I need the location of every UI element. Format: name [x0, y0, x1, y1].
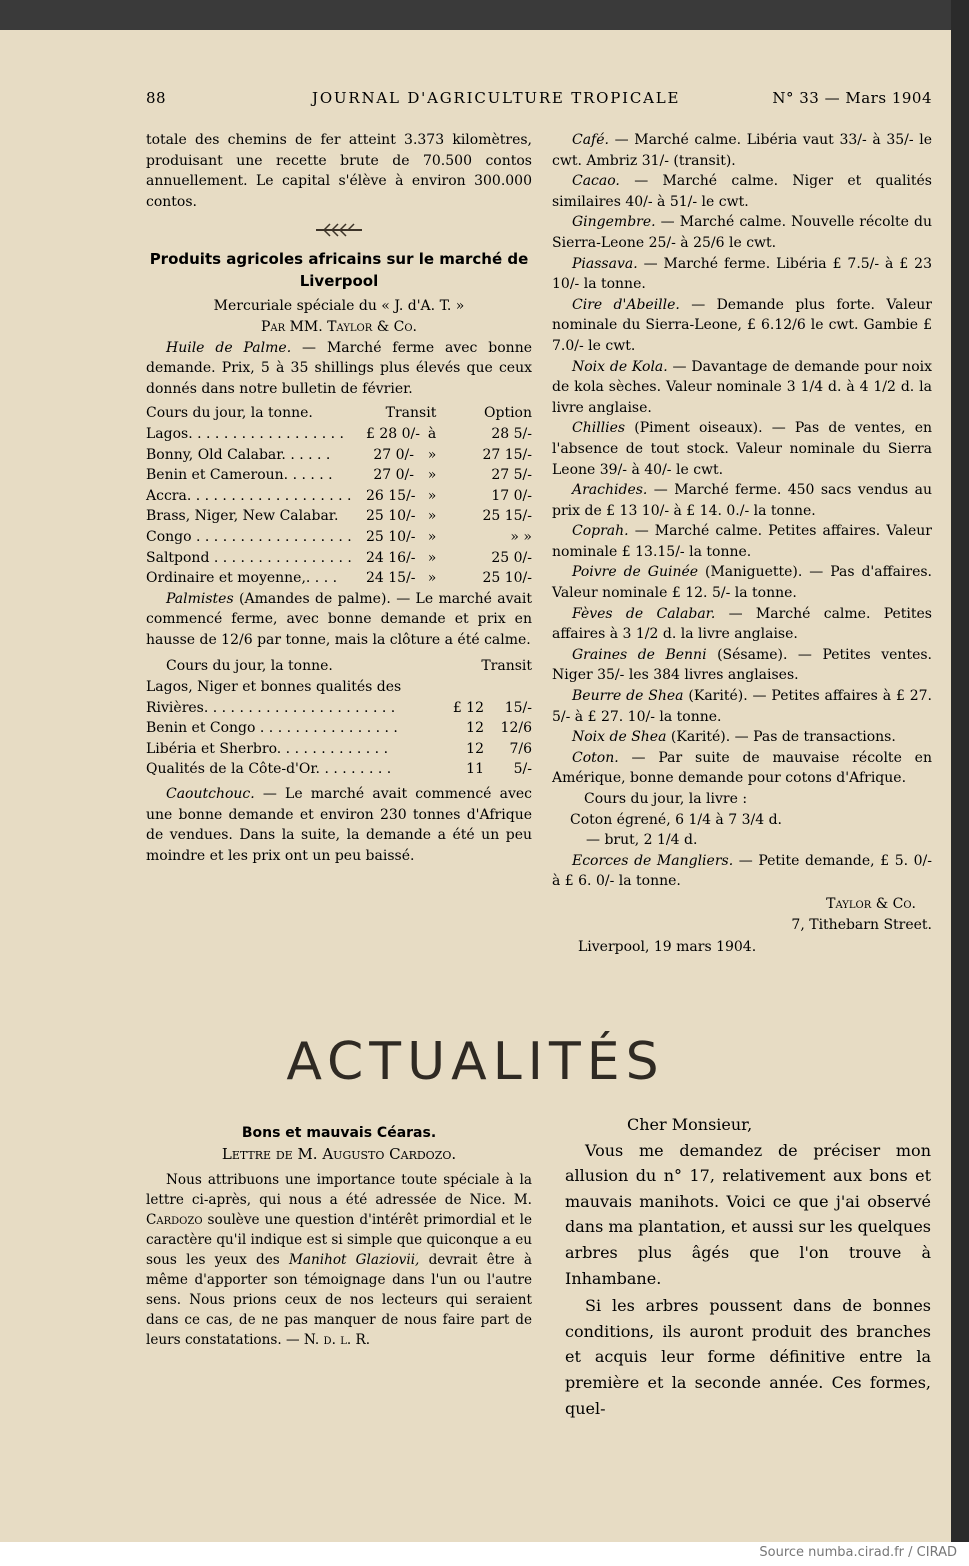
market-entry: Noix de Shea (Karité). — Pas de transactions. [572, 729, 896, 746]
article2-subtitle: Lettre de M. Augusto Cardozo. [221, 1145, 457, 1163]
palme-table [146, 403, 532, 588]
market-entry: Piassava. — Marché ferme. Libéria £ 7.5/- à £ 23 10/- la tonne. [552, 255, 932, 293]
ecorces-paragraph: Ecorces de Mangliers. — Petite demande, £ 5. 0/- à £ 6. 0/- la tonne. [552, 852, 932, 890]
market-entry: Gingembre. — Marché calme. Nouvelle récolte du Sierra-Leone 25/- à 25/6 le cwt. [552, 214, 932, 251]
palmistes-table [146, 656, 532, 780]
market-entry: Fèves de Calabar. — Marché calme. Petites affaires à 3 1/2 d. la livre anglaise. [552, 605, 932, 643]
coton-egrene: Coton égrené, 6 1/4 à 7 3/4 d. [570, 811, 782, 828]
signature-company: Taylor & Co. [826, 895, 916, 912]
source-credit: Source numba.cirad.fr / CIRAD [759, 1545, 957, 1560]
page-number: 88 [146, 89, 167, 107]
table-row: Lagos. . . . . . . . . . . . . . . . . . £ 28 0/- à 28 5/- [146, 425, 532, 442]
right-column [552, 130, 932, 958]
article-byline: Par MM. Taylor & Co. [260, 318, 418, 335]
coton-cours: Cours du jour, la livre : [584, 791, 748, 807]
market-entry: Coprah. — Marché calme. Petites affaires. Valeur nominale £ 13.15/- la tonne. [552, 523, 932, 560]
ornament-icon [146, 222, 532, 240]
article-title: Produits agricoles africains sur le marché de Liverpool [149, 250, 529, 291]
table-row: Benin et Cameroun. . . . . . 27 0/- » 27 5/- [146, 467, 532, 484]
market-entry: Cacao. — Marché calme. Niger et qualités similaires 40/- à 51/- le cwt. [552, 173, 932, 210]
table-row: Qualités de la Côte-d'Or. . . . . . . . . 11 5/- [146, 761, 532, 778]
palme-paragraph: Huile de Palme. — Marché ferme avec bonne demande. Prix, 5 à 35 shillings plus élevés que ceux donnés dans notre bulletin de février. [146, 339, 532, 397]
table-header: Cours du jour, la tonne. Transit Option [146, 405, 532, 422]
table-row: Saltpond . . . . . . . . . . . . . . . . 24 16/- » 25 0/- [146, 549, 532, 566]
market-entry: Arachides. — Marché ferme. 450 sacs vendus au prix de £ 13 10/- à £ 14. 0./- la tonne. [552, 482, 932, 519]
editor-note: Nous attribuons une importance toute spéciale à la lettre ci-après, qui nous a été adressée de Nice. M. Cardozo soulève une question d'intérêt primordial et le caractère qu'il indique est si simple que quiconque a eu sous les yeux des Manihot Glaziovii, devrait être à même d'apporter son témoignage dans l'un ou l'autre sens. Nous prions ceux de nos lecteurs qui seraient dans ce cas, de ne pas manquer de nous faire part de leurs constatations. — N. d. l. R. [146, 1172, 532, 1348]
table-row: Accra. . . . . . . . . . . . . . . . . . . 26 15/- » 17 0/- [146, 487, 532, 504]
article2-left [146, 1122, 532, 1350]
coton-brut: — brut, 2 1/4 d. [586, 832, 698, 849]
market-entry: Café. — Marché calme. Libéria vaut 33/- à 35/- le cwt. Ambriz 31/- (transit). [552, 132, 932, 169]
journal-title: JOURNAL D'AGRICULTURE TROPICALE [312, 89, 681, 107]
table-pre-row: Lagos, Niger et bonnes qualités des [146, 679, 402, 696]
table-row: Libéria et Sherbro. . . . . . . . . . . . . 12 7/6 [146, 740, 532, 757]
market-entry: Chillies (Piment oiseaux). — Pas de ventes, en l'absence de tout stock. Valeur nominale du Sierra Leone 39/- à 40/- le cwt. [552, 420, 932, 478]
salutation: Cher Monsieur, [627, 1115, 753, 1134]
intro-paragraph: totale des chemins de fer atteint 3.373 kilomètres, produisant une recette brute de 70.500 contos annuellement. Le capital s'élève à environ 300.000 contos. [146, 132, 532, 210]
dateline: Liverpool, 19 mars 1904. [578, 939, 757, 956]
table-header: Cours du jour, la tonne. Transit [166, 658, 532, 675]
signature-address: 7, Tithebarn Street. [791, 916, 932, 933]
article-subtitle: Mercuriale spéciale du « J. d'A. T. » [213, 298, 465, 315]
palmistes-paragraph: Palmistes (Amandes de palme). — Le marché avait commencé ferme, avec bonne demande et prix en hausse de 12/6 par tonne, mais la clôture a été calme. [146, 590, 532, 648]
table-row: Congo . . . . . . . . . . . . . . . . . . 25 10/- » » » [146, 528, 532, 545]
caoutchouc-paragraph: Caoutchouc. — Le marché avait commencé avec une bonne demande et environ 230 tonnes d'Afrique de vendues. Dans la suite, la demande a été un peu moindre et les prix ont un peu baissé. [146, 786, 532, 864]
market-entry: Noix de Kola. — Davantage de demande pour noix de kola sèches. Valeur nominale 3 1/4 d. à 4 1/2 d. la livre anglaise. [552, 358, 932, 416]
letter-paragraph-2: Si les arbres poussent dans de bonnes conditions, ils auront produit des branches et acquis leur forme définitive entre la première et la seconde année. Ces formes, quel- [565, 1296, 931, 1418]
table-row: Brass, Niger, New Calabar. 25 10/- » 25 15/- [146, 508, 532, 525]
market-entry: Graines de Benni (Sésame). — Petites ventes. Niger 35/- les 384 livres anglaises. [552, 646, 932, 684]
left-column [146, 130, 532, 866]
letter-paragraph-1: Vous me demandez de préciser mon allusion du n° 17, relativement aux bons et mauvais manihots. Voici ce que j'ai observé dans ma plantation, et aussi sur les quelques arbres plus âgés que l'on trouve à Inhambane. [565, 1140, 931, 1288]
market-entry: Coton. — Par suite de mauvaise récolte en Amérique, bonne demande pour cotons d'Afrique. [552, 749, 932, 787]
market-entry: Poivre de Guinée (Maniguette). — Pas d'affaires. Valeur nominale £ 12. 5/- la tonne. [552, 564, 933, 602]
market-entry: Cire d'Abeille. — Demande plus forte. Valeur nominale du Sierra-Leone, £ 6.12/6 le cwt. Gambie £ 7.0/- le cwt. [552, 296, 932, 354]
table-row: Rivières. . . . . . . . . . . . . . . . . . . . . . £ 12 15/- [146, 699, 532, 716]
table-row: Bonny, Old Calabar. . . . . . 27 0/- » 27 15/- [146, 446, 532, 463]
table-row: Benin et Congo . . . . . . . . . . . . . . . . 12 12/6 [146, 720, 532, 737]
article2-right [565, 1112, 931, 1421]
issue-info: N° 33 — Mars 1904 [772, 89, 932, 107]
table-row: Ordinaire et moyenne,. . . . 24 15/- » 25 10/- [146, 570, 532, 587]
market-entry: Beurre de Shea (Karité). — Petites affaires à £ 27. 5/- à £ 27. 10/- la tonne. [552, 688, 932, 725]
article2-title: Bons et mauvais Céaras. [241, 1125, 437, 1141]
page-edge [951, 0, 969, 1546]
section-title: ACTUALITÉS [286, 1032, 665, 1092]
